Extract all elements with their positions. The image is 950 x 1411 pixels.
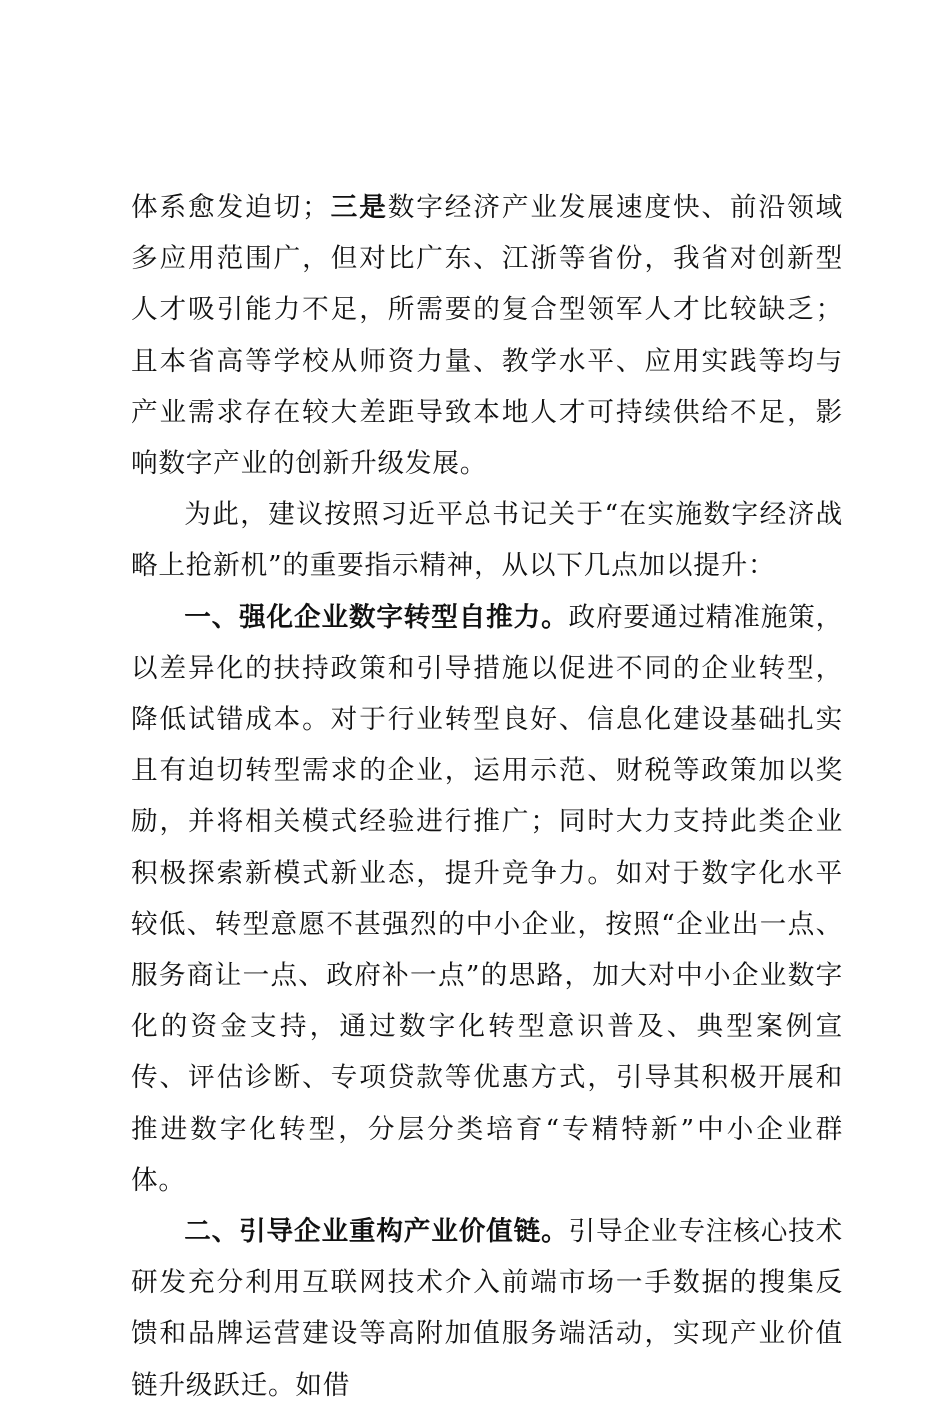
- paragraph-text: 引导企业专注核心技术研发充分利用互联网技术介入前端市场一手数据的搜集反馈和品牌运营建设等高附加值服务端活动，实现产业价值链升级跃迁。如借: [131, 1216, 844, 1401]
- paragraph-text: 政府要通过精准施策，以差异化的扶持政策和引导措施以促进不同的企业转型，降低试错成本。对于行业转型良好、信息化建设基础扎实且有迫切转型需求的企业，运用示范、财税等政策加以奖励，并将相关模式经验进行推广；同时大力支持此类企业积极探索新模式新业态，提升竞争力。如对于数字化水平较低、转型意愿不甚强烈的中小企业，按照“企业出一点、服务商让一点、政府补一点”的思路，加大对中小企业数字化的资金支持，通过数字化转型意识普及、典型案例宣传、评估诊断、专项贷款等优惠方式，引导其积极开展和推进数字化转型，分层分类培育“专精特新”中小企业群体。: [131, 601, 844, 1196]
- paragraph-continued: [131, 182, 843, 489]
- section-heading: 二、引导企业重构产业价值链。: [184, 1216, 569, 1248]
- paragraph-intro: [131, 489, 843, 591]
- paragraph-section-two: [131, 1206, 843, 1411]
- paragraph-text: 数字经济产业发展速度快、前沿领域多应用范围广，但对比广东、江浙等省份，我省对创新型人才吸引能力不足，所需要的复合型领军人才比较缺乏；且本省高等学校从师资力量、教学水平、应用实践等均与产业需求存在较大差距导致本地人才可持续供给不足，影响数字产业的创新升级发展。: [131, 192, 843, 480]
- paragraph-emphasis: 三是: [329, 192, 388, 223]
- section-heading: 一、强化企业数字转型自推力。: [184, 601, 569, 633]
- paragraph-text: 为此，建议按照习近平总书记关于“在实施数字经济战略上抢新机”的重要指示精神，从以下几点加以提升：: [131, 499, 843, 582]
- paragraph-section-one: [131, 592, 843, 1206]
- paragraph-text: 体系愈发迫切；: [131, 192, 330, 223]
- document-body: [131, 182, 843, 1411]
